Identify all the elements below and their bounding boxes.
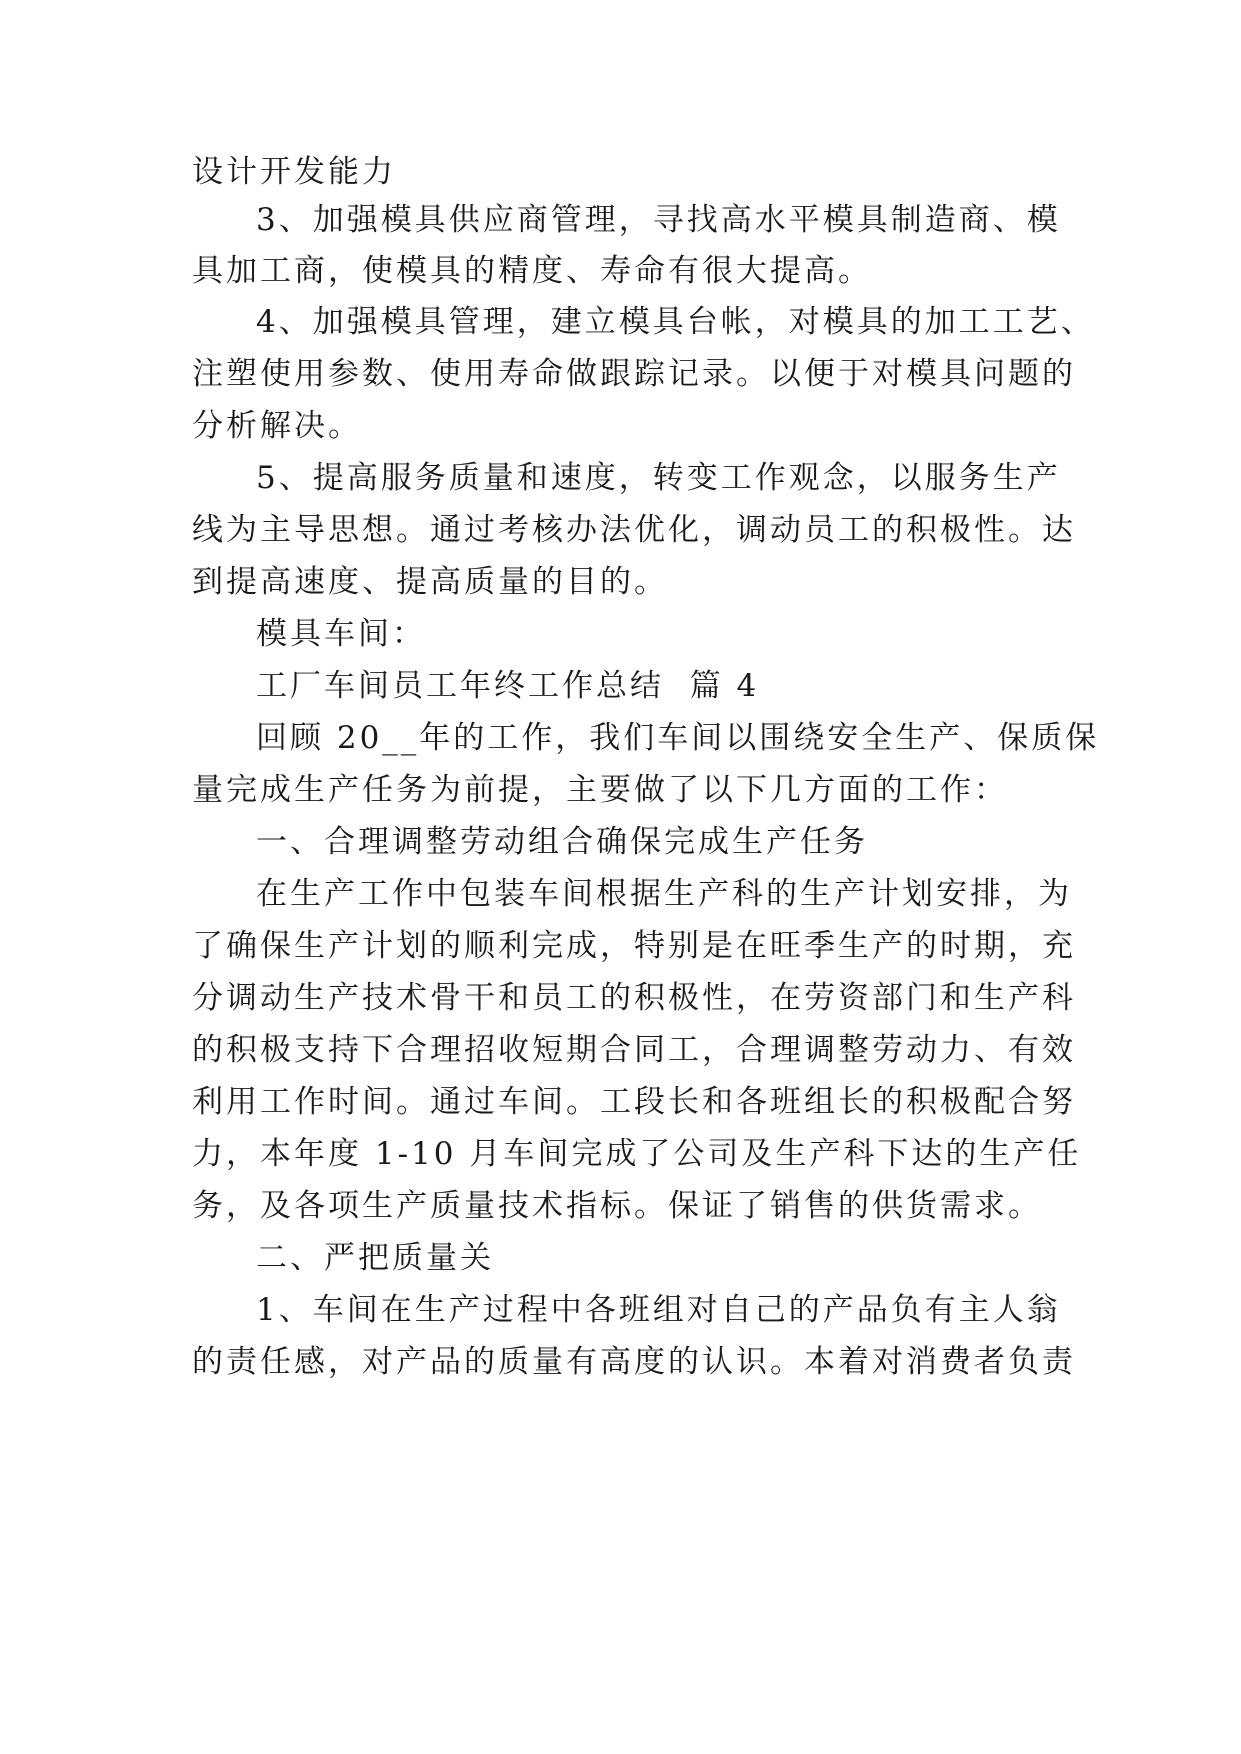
text-line-9: 到提高速度、提高质量的目的。 bbox=[192, 564, 668, 600]
text-line-13: 量完成生产任务为前提，主要做了以下几方面的工作： bbox=[192, 772, 1008, 808]
text-line-7: 5、提高服务质量和速度，转变工作观念，以服务生产 bbox=[256, 460, 1061, 496]
text-line-1: 设计开发能力 bbox=[192, 154, 396, 190]
text-line-24: 的责任感，对产品的质量有高度的认识。本着对消费者负责 bbox=[192, 1344, 1076, 1380]
text-line-17: 分调动生产技术骨干和员工的积极性，在劳资部门和生产科 bbox=[192, 980, 1076, 1016]
text-line-12: 回顾 20__年的工作，我们车间以围绕安全生产、保质保 bbox=[256, 720, 1100, 756]
text-line-21: 务，及各项生产质量技术指标。保证了销售的供货需求。 bbox=[192, 1188, 1042, 1224]
text-line-14: 一、合理调整劳动组合确保完成生产任务 bbox=[256, 824, 868, 860]
text-line-5: 注塑使用参数、使用寿命做跟踪记录。以便于对模具问题的 bbox=[192, 356, 1076, 392]
text-line-16: 了确保生产计划的顺利完成，特别是在旺季生产的时期，充 bbox=[192, 928, 1076, 964]
text-line-8: 线为主导思想。通过考核办法优化，调动员工的积极性。达 bbox=[192, 512, 1076, 548]
text-line-19: 利用工作时间。通过车间。工段长和各班组长的积极配合努 bbox=[192, 1084, 1076, 1120]
text-line-20: 力，本年度 1-10 月车间完成了公司及生产科下达的生产任 bbox=[192, 1136, 1082, 1172]
text-line-6: 分析解决。 bbox=[192, 408, 362, 444]
text-line-18: 的积极支持下合理招收短期合同工，合理调整劳动力、有效 bbox=[192, 1032, 1076, 1068]
text-line-3: 具加工商，使模具的精度、寿命有很大提高。 bbox=[192, 253, 872, 289]
text-line-10: 模具车间： bbox=[256, 616, 426, 652]
text-line-23: 1、车间在生产过程中各班组对自己的产品负有主人翁 bbox=[256, 1292, 1061, 1328]
text-line-22: 二、严把质量关 bbox=[256, 1240, 494, 1276]
text-line-4: 4、加强模具管理，建立模具台帐，对模具的加工工艺、 bbox=[256, 304, 1095, 340]
text-line-2: 3、加强模具供应商管理，寻找高水平模具制造商、模 bbox=[256, 202, 1061, 238]
section-heading: 工厂车间员工年终工作总结 篇 4 bbox=[256, 668, 760, 704]
text-line-15: 在生产工作中包装车间根据生产科的生产计划安排，为 bbox=[256, 876, 1072, 912]
